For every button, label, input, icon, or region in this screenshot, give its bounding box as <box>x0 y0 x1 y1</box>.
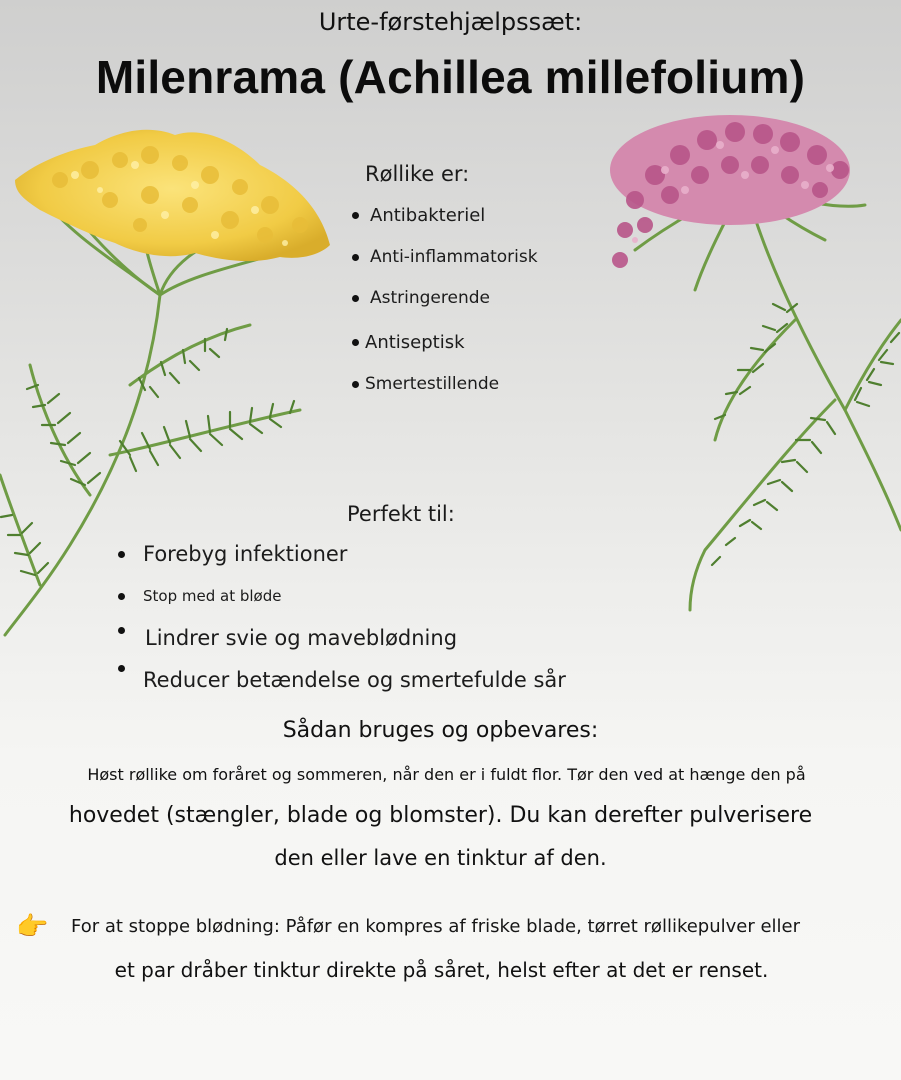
bullet-icon <box>118 627 125 634</box>
bullet-icon <box>352 381 359 388</box>
properties-item: Antibakteriel <box>352 205 485 226</box>
pointing-hand-icon: 👉 <box>16 912 49 942</box>
howto-line: Høst røllike om foråret og sommeren, når den er i fuldt flor. Tør den ved at hænge den på <box>87 765 806 784</box>
bullet-icon <box>118 665 125 672</box>
howto-line: hovedet (stængler, blade og blomster). Du kan derefter pulverisere <box>68 803 813 828</box>
properties-item: Antiseptisk <box>352 332 465 353</box>
uses-heading: Perfekt til: <box>347 502 455 526</box>
bullet-icon <box>352 339 359 346</box>
uses-item: Reducer betændelse og smertefulde sår <box>118 668 566 692</box>
bullet-icon <box>352 254 359 261</box>
tip-line: For at stoppe blødning: Påfør en kompres af friske blade, tørret røllikepulver eller <box>71 916 801 937</box>
yellow-yarrow-illustration <box>0 125 340 645</box>
properties-item: Astringerende <box>352 288 490 308</box>
tip-line: et par dråber tinktur direkte på såret, helst efter at det er renset. <box>114 958 769 982</box>
howto-line: den eller lave en tinktur af den. <box>274 846 607 870</box>
uses-item: Lindrer svie og maveblødning <box>118 626 457 650</box>
pink-yarrow-illustration <box>595 110 901 620</box>
uses-item: Forebyg infektioner <box>118 542 347 566</box>
properties-heading: Røllike er: <box>365 162 470 186</box>
bullet-icon <box>118 593 125 600</box>
bullet-icon <box>352 212 359 219</box>
bullet-icon <box>352 295 359 302</box>
supertitle: Urte-førstehjælpssæt: <box>318 8 583 36</box>
uses-item: Stop med at bløde <box>118 587 281 605</box>
page-title: Milenrama (Achillea millefolium) <box>95 51 806 103</box>
bullet-icon <box>118 551 125 558</box>
properties-item: Anti-inflammatorisk <box>352 247 538 267</box>
properties-item: Smertestillende <box>352 374 499 394</box>
howto-heading: Sådan bruges og opbevares: <box>282 718 599 743</box>
